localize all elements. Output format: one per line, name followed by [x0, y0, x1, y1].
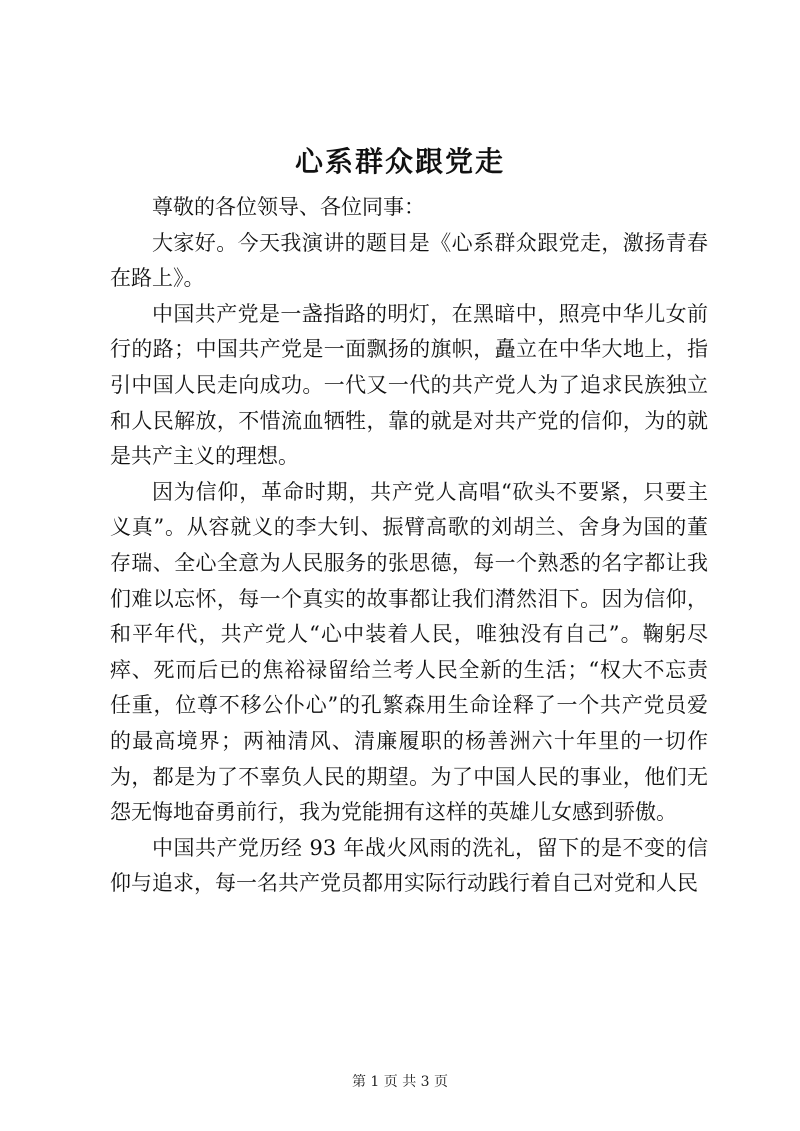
document-body: [110, 190, 708, 902]
greeting-paragraph: 大家好。今天我演讲的题目是《心系群众跟党走，激扬青春在路上》。: [110, 230, 708, 291]
body-paragraph: 中国共产党是一盏指路的明灯，在黑暗中，照亮中华儿女前行的路；中国共产党是一面飘扬的旗帜，矗立在中华大地上，指引中国人民走向成功。一代又一代的共产党人为了追求民族独立和人民解放，不惜流血牺牲，靠的就是对共产党的信仰，为的就是共产主义的理想。: [110, 301, 708, 469]
body-paragraph: 中国共产党历经 93 年战火风雨的洗礼，留下的是不变的信仰与追求，每一名共产党员都用实际行动践行着自己对党和人民: [110, 835, 708, 896]
page-footer: 第 1 页 共 3 页: [351, 1074, 449, 1090]
salutation-paragraph: 尊敬的各位领导、各位同事：: [152, 195, 425, 219]
document-title: 心系群众跟党走: [294, 145, 505, 178]
body-paragraph: 因为信仰，革命时期，共产党人高唱“砍头不要紧，只要主义真”。从容就义的李大钊、振臂高歌的刘胡兰、舍身为国的董存瑞、全心全意为人民服务的张思德，每一个熟悉的名字都让我们难以忘怀，每一个真实的故事都让我们潸然泪下。因为信仰，和平年代，共产党人“心中装着人民，唯独没有自己”。鞠躬尽瘁、死而后已的焦裕禄留给兰考人民全新的生活；“权大不忘责任重，位尊不移公仆心”的孔繁森用生命诠释了一个共产党员爱的最高境界；两袖清风、清廉履职的杨善洲六十年里的一切作为，都是为了不辜负人民的期望。为了中国人民的事业，他们无怨无悔地奋勇前行，我为党能拥有这样的英雄儿女感到骄傲。: [110, 479, 708, 825]
